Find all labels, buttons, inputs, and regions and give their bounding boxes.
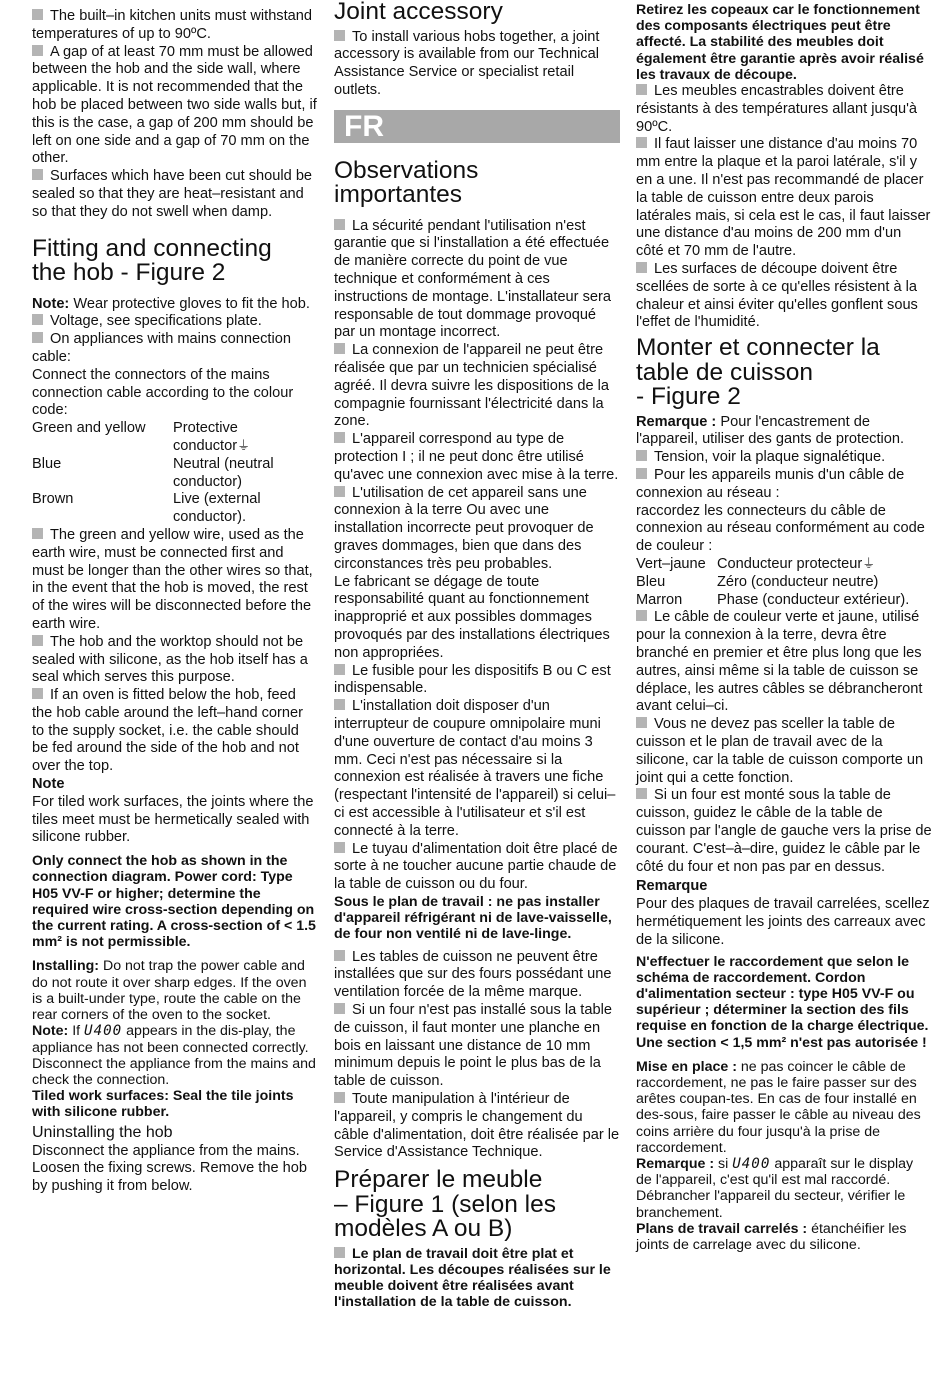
paragraph: Surfaces which have been cut should be sealed so that they are heat–resistant and so that they do not swell when damp. [32, 168, 318, 221]
table-row [32, 456, 318, 492]
display-code: U400 [84, 1023, 123, 1040]
remark-paragraph [636, 414, 932, 450]
remark-text: Pour l'encastrement de l'appareil, utiliser des gants de protection. [636, 413, 905, 448]
table-row [32, 420, 318, 456]
heading-line: Préparer le meuble [334, 1166, 543, 1194]
paragraph: Si un four n'est pas installé sous la table de cuisson, il faut monter une planche en bois en laissant une distance de 10 mm minimum depuis le point le plus bas de la table de cuisson. [334, 1002, 620, 1091]
remark-title-text: Remarque [636, 878, 708, 895]
plans-text: étanchéifier les joints de carrelage avec du silicone. [636, 1220, 907, 1254]
mise-label: Mise en place : [636, 1058, 737, 1075]
tiled-text: Seal the tile joints with silicone rubber. [32, 1088, 294, 1121]
wire-colour: Blue [32, 455, 62, 472]
remark-text: apparaît sur le display de l'appareil, c'est qu'il est mal raccordé. Débrancher l'appareil du secteur, vérifier le branchement. [636, 1156, 914, 1221]
paragraph: Voltage, see specifications plate. [32, 313, 318, 331]
wire-colour: Marron [636, 591, 683, 608]
paragraph: Tension, voir la plaque signalétique. [636, 449, 932, 467]
language-bar-fr: FR [334, 110, 620, 143]
earth-icon: ⏚ [862, 557, 876, 573]
remark-label: Remarque : [636, 413, 717, 430]
mise-text: ne pas coincer le câble de raccordement, ne pas le faire passer sur des arêtes coupan-tes. En cas de four installé en des-sous, faire passer le câble au niveau des coins arrière du four jusqu'à la prise de raccordement. [636, 1058, 921, 1156]
wire-role-text: Conducteur protecteur [717, 556, 863, 573]
bold-paragraph: Only connect the hob as shown in the connection diagram. Power cord: Type H05 VV-F or higher; determine the required wire cross-section depending on the current rating. A cross-section of < 1.5 mm² is not permissible. [32, 853, 316, 951]
heading-line: table de cuisson [636, 358, 814, 386]
plans-paragraph [636, 1221, 932, 1253]
wire-colour-table [636, 556, 909, 609]
note-text: Wear protective gloves to fit the hob. [69, 295, 310, 312]
paragraph: Le câble de couleur verte et jaune, utilisé pour la connexion à la terre, devra être branché en premier et être plus long que les autres, ainsi même si la table de cuisson se déplace, les autres câbles se débrancheront avant celui–ci. [636, 609, 932, 716]
wire-colour: Vert–jaune [636, 556, 706, 573]
installing-paragraph [32, 958, 318, 1023]
paragraph: Si un four est monté sous la table de cuisson, guidez le câble de la table de cuisson par l'angle de gauche vers la prise de courant. C'est–à–dire, guidez le câble par le côté du four et non pas par en dessus. [636, 787, 932, 875]
installing-text: Do not trap the power cable and do not route it over sharp edges. If the oven is a built-under type, route the cable on the rear corners of the oven to the socket. [32, 958, 307, 1024]
paragraph: If an oven is fitted below the hob, feed the hob cable around the left–hand corner to the supply socket, i.e. the cable should be fed around the side of the hob and not over the top. [32, 687, 318, 776]
paragraph: Pour des plaques de travail carrelées, scellez hermétiquement les joints des carreaux avec de la silicone. [636, 896, 930, 948]
paragraph: raccordez les connecteurs du câble de connexion au réseau conformément au code de couleur : [636, 502, 925, 555]
paragraph: The green and yellow wire, used as the earth wire, must be connected first and must be longer than the other wires so that, in the event that the hob is moved, the rest of the wires will be disconnected before the earth wire. [32, 527, 318, 634]
heading-line: Fitting and connecting [32, 234, 272, 262]
paragraph: For tiled work surfaces, the joints where the tiles meet must be hermetically sealed with silicone rubber. [32, 793, 314, 846]
tiled-paragraph [32, 1088, 318, 1120]
column-french [636, 2, 932, 1253]
paragraph: Le tuyau d'alimentation doit être placé de sorte à ne toucher aucune partie chaude de la table de cuisson ou du four. [334, 841, 620, 894]
paragraph: On appliances with mains connection cable: [32, 331, 318, 367]
paragraph: Vous ne devez pas sceller la table de cuisson et le plan de travail avec de la silicone, car la table de cuisson comporte un joint qui a cette fonction. [636, 716, 932, 787]
earth-icon: ⏚ [237, 438, 251, 454]
subheading-uninstall: Uninstalling the hob [32, 1123, 173, 1141]
wire-role-text: Protective conductor [173, 420, 238, 454]
paragraph: Les tables de cuisson ne peuvent être installées que sur des fours possédant une ventilation forcée de la même marque. [334, 949, 620, 1002]
bold-paragraph: Sous le plan de travail : ne pas installer d'appareil réfrigérant ni de lave-vaisselle, de four non ventilé ni de lave-linge. [334, 893, 612, 943]
wire-colour: Bleu [636, 573, 666, 590]
note-title [32, 776, 318, 794]
heading-line: – Figure 1 (selon les [334, 1190, 556, 1218]
wire-role [717, 556, 909, 574]
heading-line: the hob - Figure 2 [32, 259, 226, 287]
paragraph: Pour les appareils munis d'un câble de connexion au réseau : [636, 467, 932, 503]
plans-label: Plans de travail carrelés : [636, 1220, 808, 1237]
heading-line: modèles A ou B) [334, 1215, 513, 1243]
wire-colour: Brown [32, 491, 74, 508]
column-english [32, 8, 318, 1196]
wire-role [173, 420, 318, 456]
wire-colour-table [32, 420, 318, 527]
paragraph: La sécurité pendant l'utilisation n'est garantie que si l'installation a été effectuée de manière correcte du point de vue technique et conformément à ces instructions de montage. L'installateur sera responsable de tout dommage provoqué par un montage incorrect. [334, 218, 620, 343]
section-heading-fitting [32, 234, 318, 287]
wire-role: Zéro (conducteur neutre) [717, 573, 879, 590]
paragraph: A gap of at least 70 mm must be allowed between the hob and the side wall, where applicable. It is not recommended that the hob be placed between two side walls but, if this is the case, a gap of 200 mm should be left on one side and a gap of 70 mm on the other. [32, 43, 317, 167]
note-title-text: Note [32, 776, 65, 793]
paragraph: Disconnect the appliance from the mains. Loosen the fixing screws. Remove the hob by pushing it from below. [32, 1142, 308, 1195]
note-text: appears in the dis-play, the appliance has not been connected correctly. Disconnect the appliance from the mains and check the connection. [32, 1023, 316, 1088]
section-heading-observations [334, 156, 620, 209]
paragraph: La connexion de l'appareil ne peut être réalisée que par un technicien spécialisé agréé. Il devra suivre les dispositions de la compagnie fournissant l'électricité dans la zone. [334, 342, 620, 431]
table-row [636, 592, 909, 610]
table-row [32, 491, 318, 527]
section-heading-monter [636, 336, 932, 410]
column-english-french [334, 0, 620, 1310]
paragraph: L'appareil correspond au type de protection I ; il ne peut donc être utilisé qu'avec une connexion avec mise à la terre. [334, 431, 619, 483]
bold-paragraph: Le plan de travail doit être plat et horizontal. Les découpes réalisées sur le meuble doivent être réalisées avant l'installation de la table de cuisson. [334, 1246, 620, 1311]
paragraph: Toute manipulation à l'intérieur de l'appareil, y compris le changement du câble d'alimentation, doit être réalisée par le Service d'Assistance Technique. [334, 1090, 620, 1161]
paragraph: The built–in kitchen units must withstand temperatures of up to 90ºC. [32, 8, 318, 44]
heading-line: Monter et connecter la [636, 334, 880, 362]
note-label: Note: [32, 295, 70, 312]
heading-line: - Figure 2 [636, 383, 741, 411]
paragraph: Connect the connectors of the mains connection cable according to the colour code: [32, 366, 294, 419]
wire-role: Phase (conducteur extérieur). [717, 591, 910, 608]
remark-display-paragraph [636, 1156, 932, 1221]
paragraph: L'installation doit disposer d'un interrupteur de coupure omnipolaire muni d'une ouverture de contact d'au moins 3 mm. Ceci n'est pas nécessaire si la connexion est réalisée à travers une fiche (respectant l'intensité de l'appareil) si celui–ci est accessible à l'utilisateur et s'il est connecté à la terre. [334, 698, 620, 840]
wire-role: Neutral (neutral conductor) [173, 455, 274, 490]
tiled-label: Tiled work surfaces: [32, 1088, 169, 1105]
note-display-paragraph [32, 1023, 318, 1088]
installing-label: Installing: [32, 958, 99, 975]
remark-text: si [714, 1156, 733, 1173]
paragraph: L'utilisation de cet appareil sans une connexion à la terre Ou avec une installation incorrecte peut provoquer de graves dommages, bien que dans des circonstances très peu probables. [334, 485, 620, 574]
paragraph: The hob and the worktop should not be sealed with silicone, as the hob itself has a seal which serves this purpose. [32, 634, 318, 687]
note-paragraph [32, 296, 318, 314]
heading-line: importantes [334, 181, 463, 209]
paragraph: Les surfaces de découpe doivent être scellées de sorte à ce qu'elles résistent à la chaleur et ainsi éviter qu'elles gonflent sous l'effet de l'humidité. [636, 261, 932, 332]
display-code: U400 [732, 1156, 771, 1173]
table-row [636, 574, 909, 592]
paragraph: To install various hobs together, a joint accessory is available from our Technical Assistance Service or specialist retail outlets. [334, 29, 620, 100]
note-label: Note: [32, 1023, 69, 1040]
bold-paragraph: N'effectuer le raccordement que selon le schéma de raccordement. Cordon d'alimentation secteur : type H05 VV-F ou supérieur ; déterminer la section des fils requise en fonction de la charge électrique. Une section < 1,5 mm² n'est pas autorisée ! [636, 953, 929, 1051]
note-text: If [68, 1023, 85, 1040]
heading-line: Observations [334, 156, 479, 184]
paragraph: Le fabricant se dégage de toute responsabilité quant au fonctionnement inapproprié et aux possibles dommages provoqués par des installations électriques non appropriées. [334, 573, 610, 661]
paragraph: Le fusible pour les dispositifs B ou C est indispensable. [334, 663, 620, 699]
bold-paragraph: Retirez les copeaux car le fonctionnement des composants électriques peut être affecté. La stabilité des meubles doit également être garantie après avoir réalisé les travaux de découpe. [636, 2, 924, 83]
paragraph: Les meubles encastrables doivent être résistants à des températures allant jusqu'à 90ºC. [636, 83, 932, 136]
table-row [636, 556, 909, 574]
remark-label: Remarque : [636, 1156, 715, 1173]
mise-paragraph [636, 1059, 932, 1156]
wire-role: Live (external conductor). [173, 491, 261, 526]
section-heading-preparer [334, 1168, 620, 1242]
paragraph: Il faut laisser une distance d'au moins 70 mm entre la plaque et la paroi latérale, s'il y en a une. Il n'est pas recommandé de placer la table de cuisson entre deux parois latérales mais, si cela est le cas, il faut laisser une distance d'au moins de 200 mm d'un côté et 70 mm de l'autre. [636, 136, 931, 260]
wire-colour: Green and yellow [32, 420, 146, 437]
section-heading-joint: Joint accessory [334, 0, 503, 25]
remark-title [636, 878, 932, 896]
